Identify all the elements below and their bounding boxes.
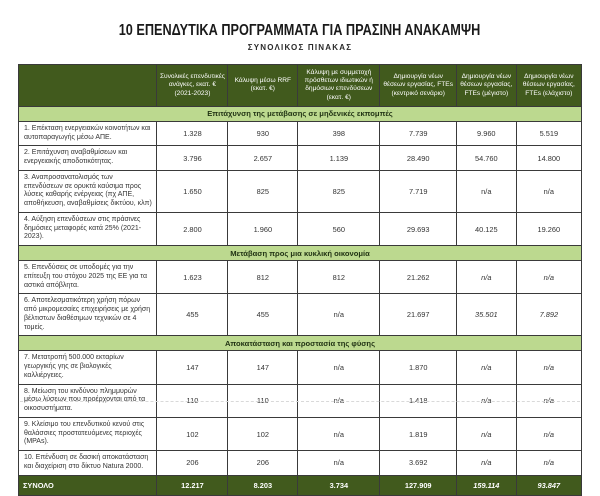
section-band-label: Αποκατάσταση και προστασία της φύσης <box>19 336 582 351</box>
page-bottom-rule <box>20 401 580 402</box>
cell-value: n/a <box>298 351 380 384</box>
column-header: Δημιουργία νέων θέσεων εργασίας, FTEs (ελάχιστο) <box>516 65 581 107</box>
section-band-label: Μετάβαση προς μια κυκλική οικονομία <box>19 246 582 261</box>
cell-value: n/a <box>456 261 516 294</box>
row-label: 10. Επένδυση σε δασική αποκατάσταση και διαχείριση στο δίκτυο Natura 2000. <box>19 451 157 476</box>
cell-value: 1.870 <box>380 351 457 384</box>
cell-value: 455 <box>157 294 228 336</box>
row-label: 7. Μετατροπή 500.000 εκταρίων γεωργικής γης σε βιολογικές καλλιέργειες. <box>19 351 157 384</box>
cell-value: n/a <box>516 351 581 384</box>
row-label: 8. Μείωση του κινδύνου πλημμυρών μέσω λύσεων που προέρχονται από τα οικοσυστήματα. <box>19 384 157 417</box>
cell-value: 825 <box>228 170 298 212</box>
header-row <box>19 65 582 107</box>
cell-value: 7.739 <box>380 121 457 146</box>
cell-value: 110 <box>228 384 298 417</box>
table-row <box>19 451 582 476</box>
section-band <box>19 246 582 261</box>
table-row <box>19 121 582 146</box>
row-label: 9. Κλείσιμο του επενδυτικού κενού στις θαλάσσιες προστατευόμενες περιοχές (MPAs). <box>19 417 157 450</box>
cell-value: 54.760 <box>456 146 516 171</box>
cell-value: 825 <box>298 170 380 212</box>
cell-value: 2.800 <box>157 212 228 245</box>
cell-value: n/a <box>516 451 581 476</box>
investment-programs-table <box>18 64 582 496</box>
table-header-row <box>19 65 582 107</box>
column-header: Κάλυψη μέσω RRF (εκατ. €) <box>228 65 298 107</box>
cell-value: 21.697 <box>380 294 457 336</box>
table-row <box>19 417 582 450</box>
cell-value: n/a <box>456 417 516 450</box>
cell-value: n/a <box>456 384 516 417</box>
total-cell-value: 127.909 <box>380 475 457 495</box>
cell-value: 398 <box>298 121 380 146</box>
total-cell-value: 8.203 <box>228 475 298 495</box>
cell-value: 3.796 <box>157 146 228 171</box>
cell-value: 206 <box>157 451 228 476</box>
cell-value: 1.418 <box>380 384 457 417</box>
cell-value: 812 <box>228 261 298 294</box>
cell-value: 206 <box>228 451 298 476</box>
total-row <box>19 475 582 495</box>
cell-value: 14.800 <box>516 146 581 171</box>
table-row <box>19 146 582 171</box>
cell-value: n/a <box>516 417 581 450</box>
cell-value: 7.892 <box>516 294 581 336</box>
cell-value: 1.139 <box>298 146 380 171</box>
cell-value: 110 <box>157 384 228 417</box>
total-cell-value: 159.114 <box>456 475 516 495</box>
column-header: Δημιουργία νέων θέσεων εργασίας, FTEs (μέγιστο) <box>456 65 516 107</box>
row-label: 3. Αναπροσανατολισμός των επενδύσεων σε ορυκτά καύσιμα προς λύσεις καθαρής ενέργειας (πχ ΑΠΕ, αποθήκευση, αναβαθμίσεις δικτύου, κλπ) <box>19 170 157 212</box>
row-label: 5. Επενδύσεις σε υποδομές για την επίτευξη του στόχου 2025 της ΕΕ για τα αστικά απόβλητα. <box>19 261 157 294</box>
row-label: 1. Επέκταση ενεργειακών κοινοτήτων και αυτοπαραγωγής μέσω ΑΠΕ. <box>19 121 157 146</box>
cell-value: 102 <box>157 417 228 450</box>
row-label: 2. Επιτάχυνση αναβαθμίσεων και ενεργειακής αποδοτικότητας. <box>19 146 157 171</box>
cell-value: n/a <box>456 451 516 476</box>
cell-value: 1.819 <box>380 417 457 450</box>
total-row-label: ΣΥΝΟΛΟ <box>19 475 157 495</box>
section-band-label: Επιτάχυνση της μετάβασης σε μηδενικές εκπομπές <box>19 106 582 121</box>
cell-value: 7.719 <box>380 170 457 212</box>
table-row <box>19 212 582 245</box>
cell-value: 147 <box>157 351 228 384</box>
cell-value: n/a <box>298 417 380 450</box>
column-header: Δημιουργία νέων θέσεων εργασίας, FTEs (κεντρικό σενάριο) <box>380 65 457 107</box>
header-cell-empty <box>19 65 157 107</box>
cell-value: 930 <box>228 121 298 146</box>
cell-value: n/a <box>298 294 380 336</box>
cell-value: 1.960 <box>228 212 298 245</box>
table-row <box>19 351 582 384</box>
cell-value: 560 <box>298 212 380 245</box>
cell-value: 19.260 <box>516 212 581 245</box>
cell-value: n/a <box>298 384 380 417</box>
table-row <box>19 170 582 212</box>
row-label: 6. Αποτελεσματικότερη χρήση πόρων από μικρομεσαίες επιχειρήσεις με χρήση βέλτιστων διαθέσιμων τεχνικών σε 4 τομείς. <box>19 294 157 336</box>
section-band <box>19 336 582 351</box>
page-subtitle: ΣΥΝΟΛΙΚΟΣ ΠΙΝΑΚΑΣ <box>247 43 353 52</box>
cell-value: 812 <box>298 261 380 294</box>
cell-value: 21.262 <box>380 261 457 294</box>
cell-value: 2.657 <box>228 146 298 171</box>
cell-value: 5.519 <box>516 121 581 146</box>
cell-value: n/a <box>516 261 581 294</box>
cell-value: n/a <box>456 351 516 384</box>
cell-value: n/a <box>516 170 581 212</box>
cell-value: 29.693 <box>380 212 457 245</box>
cell-value: 35.501 <box>456 294 516 336</box>
table-row <box>19 261 582 294</box>
total-cell-value: 3.734 <box>298 475 380 495</box>
cell-value: 40.125 <box>456 212 516 245</box>
page-title: 10 ΕΠΕΝΔΥΤΙΚΑ ΠΡΟΓΡΑΜΜΑΤΑ ΓΙΑ ΠΡΑΣΙΝΗ ΑΝΑΚΑΜΨΗ <box>119 22 481 39</box>
column-header: Κάλυψη με συμμετοχή πρόσθετων ιδιωτικών ή δημόσιων επενδύσεων (εκατ. €) <box>298 65 380 107</box>
column-header: Συνολικές επενδυτικές ανάγκες, εκατ. € (2021-2023) <box>157 65 228 107</box>
cell-value: 9.960 <box>456 121 516 146</box>
title-block <box>0 0 600 40</box>
cell-value: 147 <box>228 351 298 384</box>
cell-value: 455 <box>228 294 298 336</box>
cell-value: n/a <box>516 384 581 417</box>
cell-value: 102 <box>228 417 298 450</box>
cell-value: 1.623 <box>157 261 228 294</box>
cell-value: 28.490 <box>380 146 457 171</box>
total-cell-value: 93.847 <box>516 475 581 495</box>
cell-value: 3.692 <box>380 451 457 476</box>
table-row <box>19 294 582 336</box>
table-body <box>19 106 582 495</box>
cell-value: 1.650 <box>157 170 228 212</box>
cell-value: 1.328 <box>157 121 228 146</box>
total-cell-value: 12.217 <box>157 475 228 495</box>
cell-value: n/a <box>298 451 380 476</box>
cell-value: n/a <box>456 170 516 212</box>
section-band <box>19 106 582 121</box>
row-label: 4. Αύξηση επενδύσεων στις πράσινες δημόσιες μεταφορές κατά 25% (2021-2023). <box>19 212 157 245</box>
